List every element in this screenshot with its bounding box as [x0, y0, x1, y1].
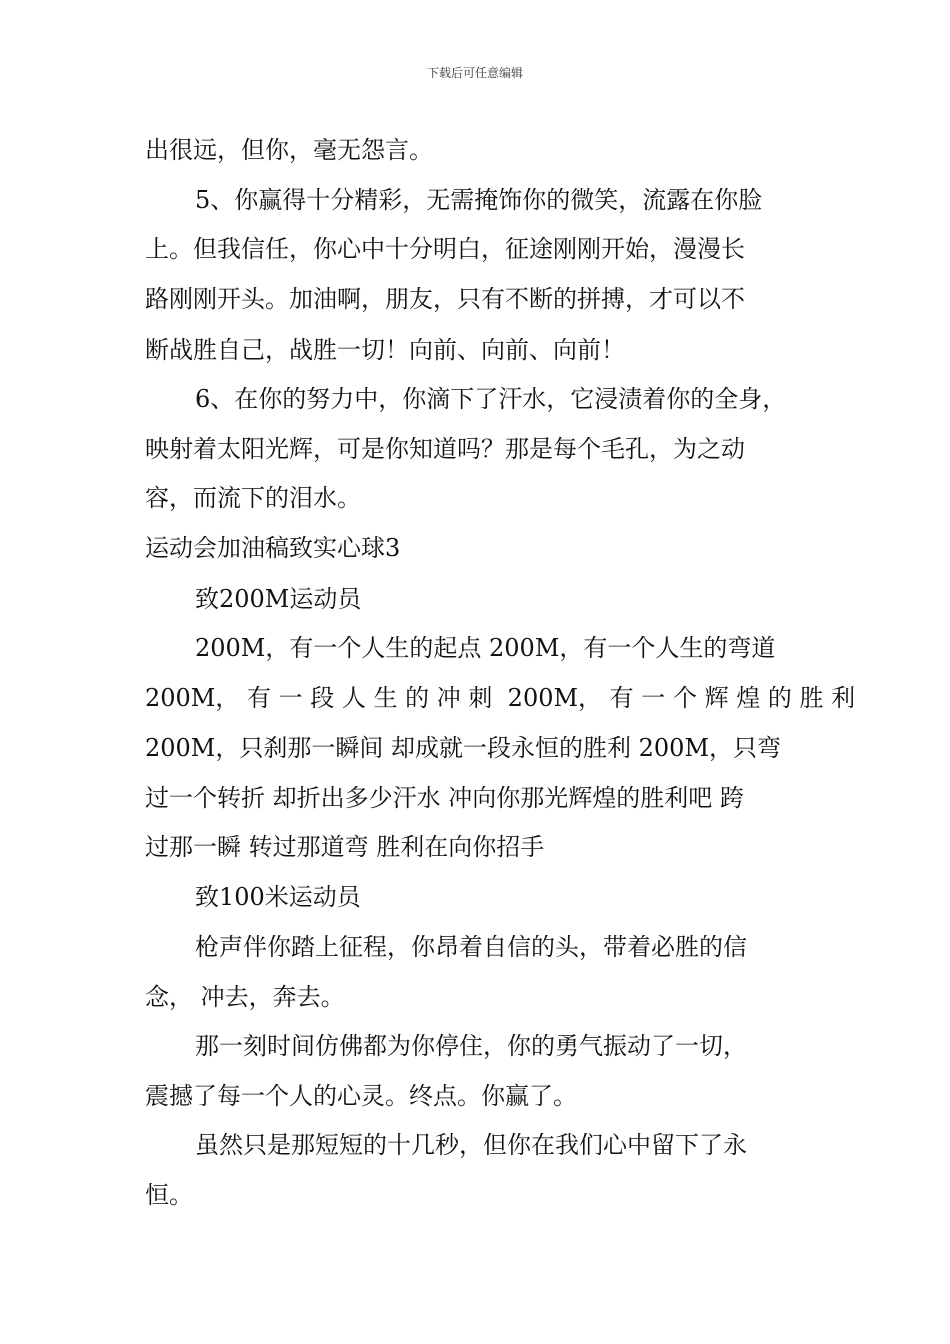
- text-line: 上。但我信任，你心中十分明白，征途刚刚开始，漫漫长: [145, 235, 745, 263]
- text-line: 过那一瞬 转过那道弯 胜利在向你招手: [145, 833, 545, 861]
- text-line: 容，而流下的泪水。: [145, 484, 361, 512]
- text-line: 200M，只刹那一瞬间 却成就一段永恒的胜利 200M，只弯: [145, 734, 782, 762]
- text-line: 念， 冲去，奔去。: [145, 983, 345, 1011]
- text-line: 6、在你的努力中，你滴下了汗水，它浸渍着你的全身，: [195, 385, 787, 413]
- section-heading: 运动会加油稿致实心球3: [145, 534, 401, 562]
- subheading: 致100米运动员: [195, 883, 361, 911]
- text-line: 映射着太阳光辉，可是你知道吗？那是每个毛孔，为之动: [145, 435, 745, 463]
- text-line: 过一个转折 却折出多少汗水 冲向你那光辉煌的胜利吧 跨: [145, 784, 744, 812]
- text-line: 那一刻时间仿佛都为你停住，你的勇气振动了一切，: [195, 1032, 747, 1060]
- text-line: 枪声伴你踏上征程，你昂着自信的头，带着必胜的信: [195, 933, 747, 961]
- text-line: 断战胜自己，战胜一切！向前、向前、向前！: [145, 336, 625, 364]
- text-line: 200M， 有 一 段 人 生 的 冲 刺 200M， 有 一 个 辉 煌 的 胜 利: [145, 684, 856, 712]
- page-header: 下载后可任意编辑: [426, 66, 523, 80]
- text-line: 200M，有一个人生的起点 200M，有一个人生的弯道: [195, 634, 776, 662]
- text-line: 恒。: [145, 1181, 193, 1209]
- text-line: 出很远，但你，毫无怨言。: [145, 136, 433, 164]
- text-line: 震撼了每一个人的心灵。终点。你赢了。: [145, 1082, 577, 1110]
- text-line: 5、你赢得十分精彩，无需掩饰你的微笑，流露在你脸: [195, 186, 763, 214]
- subheading: 致200M运动员: [195, 585, 362, 613]
- text-line: 路刚刚开头。加油啊，朋友，只有不断的拼搏，才可以不: [145, 285, 745, 313]
- text-line: 虽然只是那短短的十几秒，但你在我们心中留下了永: [195, 1131, 747, 1159]
